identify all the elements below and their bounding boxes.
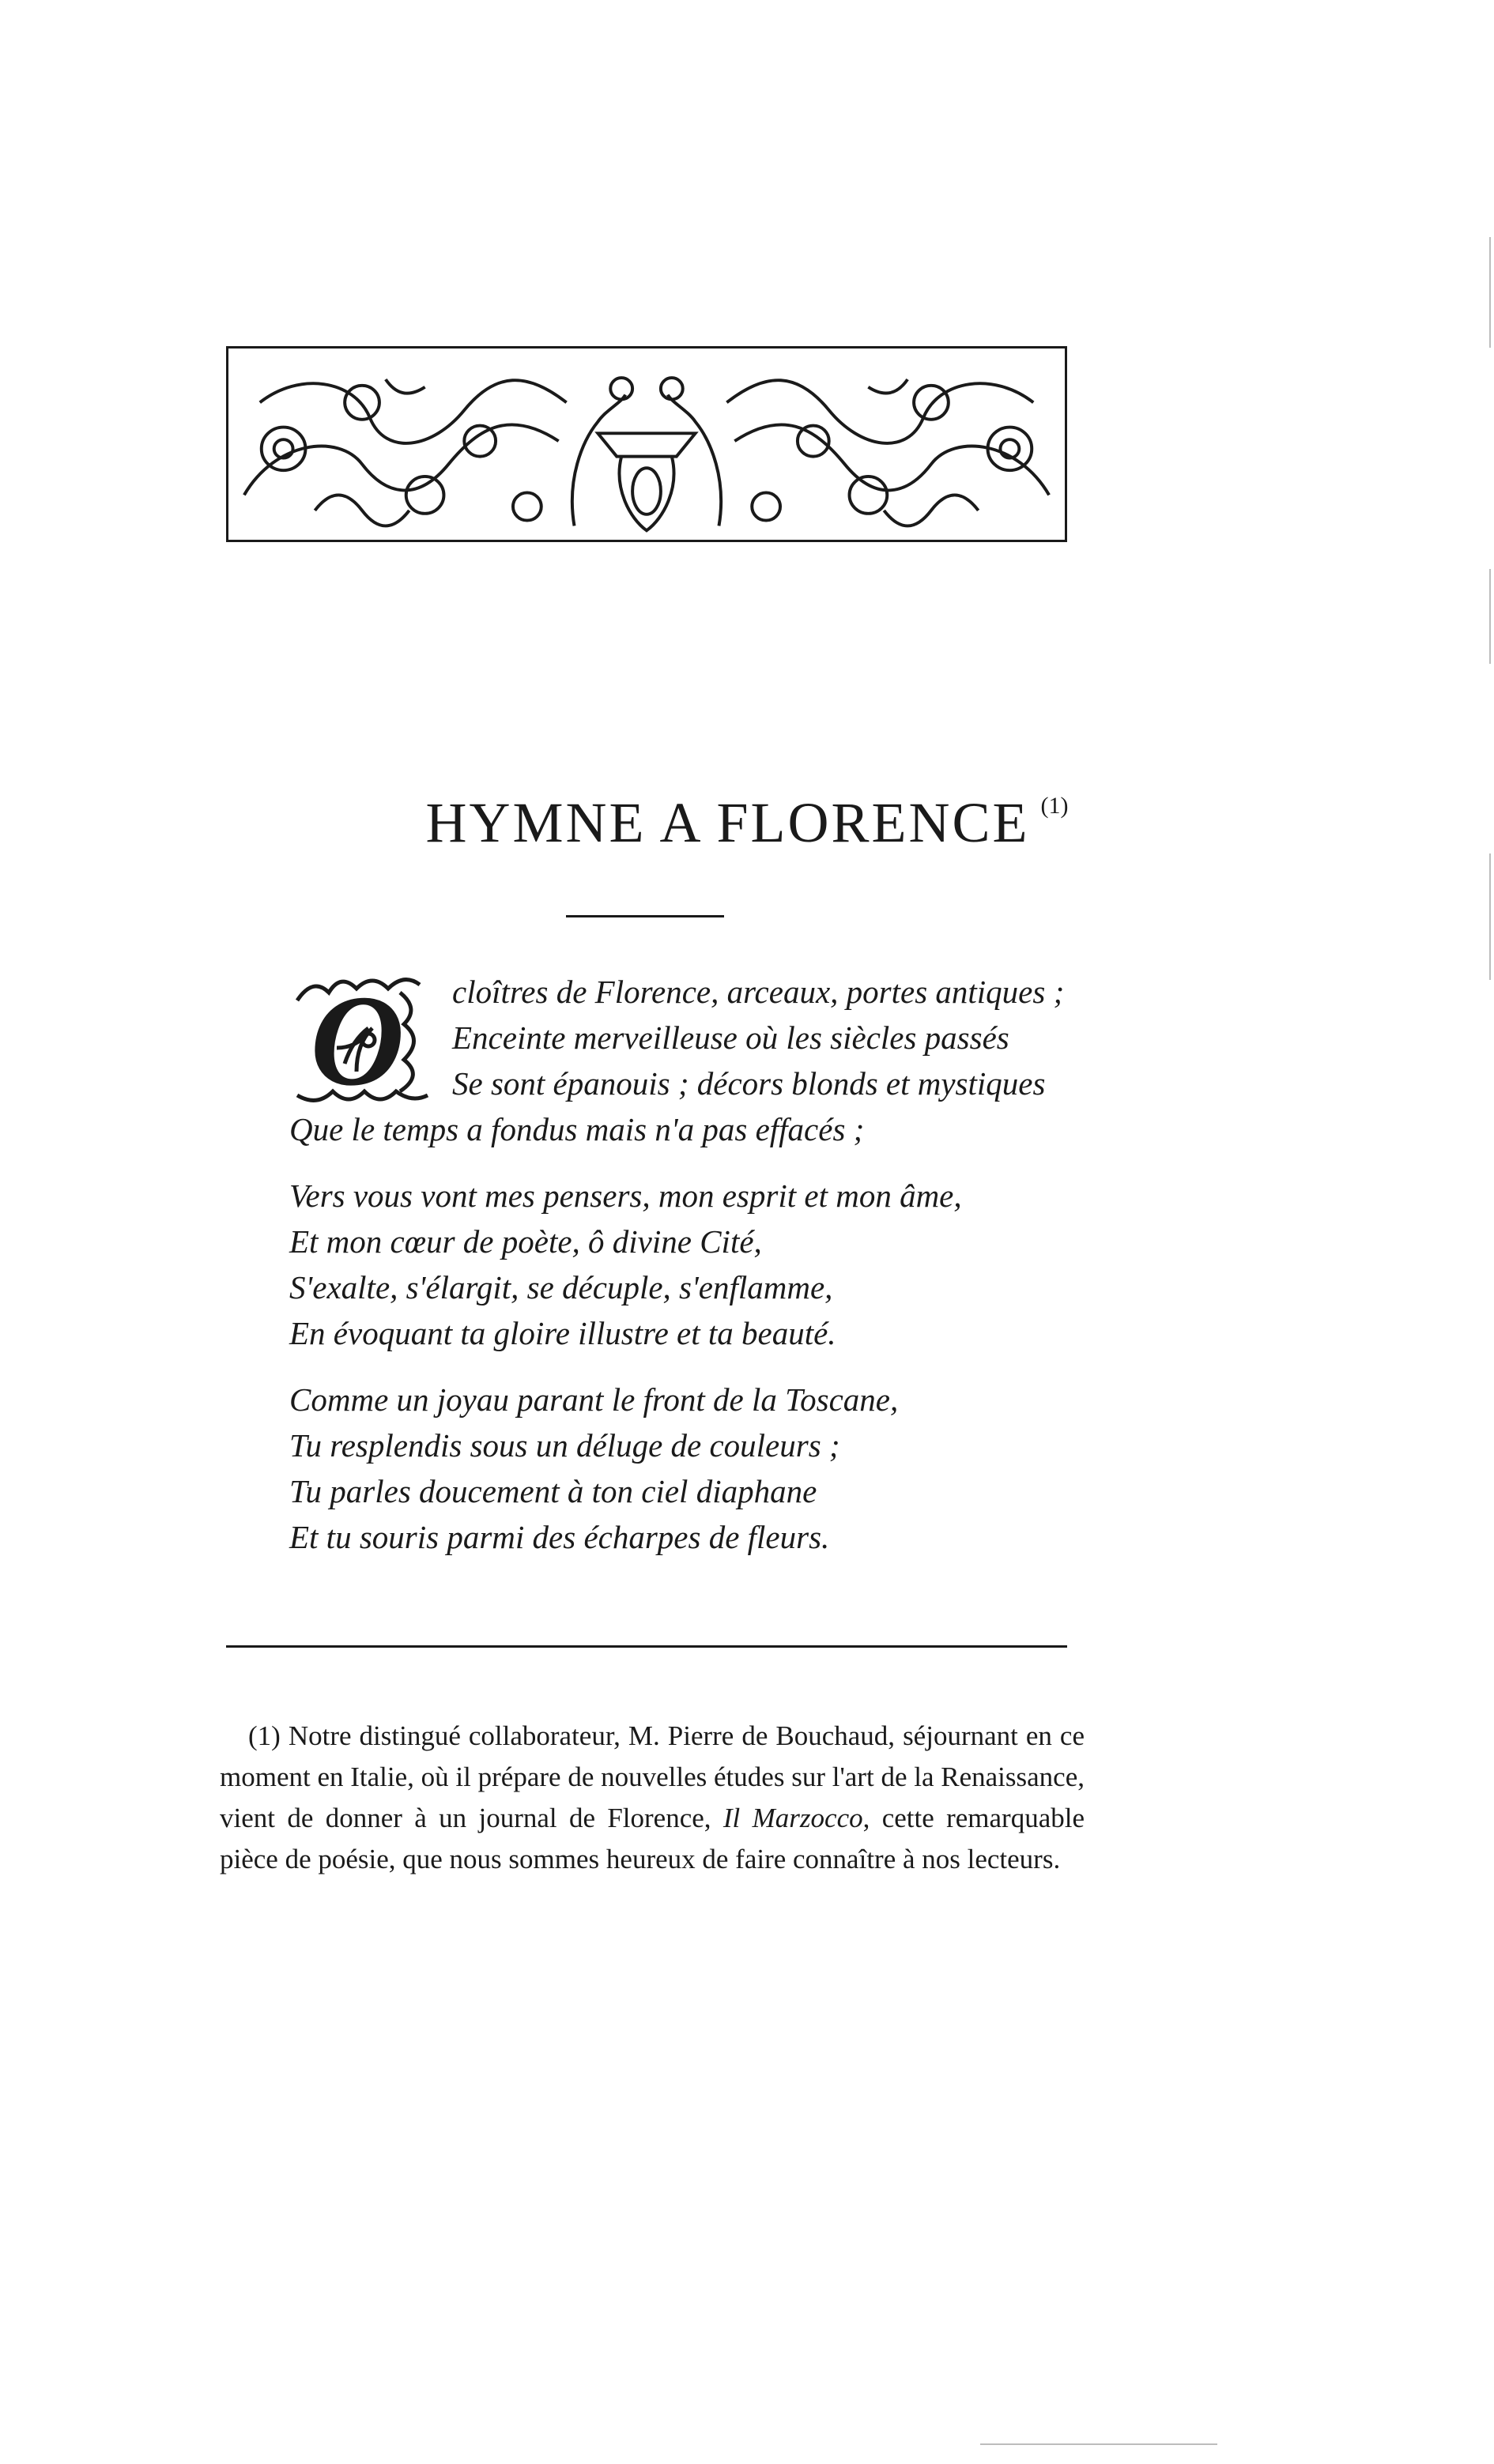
verse-line: Se sont épanouis ; décors blonds et mystiques bbox=[452, 1065, 1046, 1102]
footnote-text: Notre distingué collaborateur, M. Pierre de Bouchaud, séjournant en ce moment en Italie, où il prépare de nouvelles études sur l'art de la Renaissance, vient de donner à un journal de Florence, bbox=[220, 1720, 1085, 1833]
verse-line: Que le temps a fondus mais n'a pas effacés ; bbox=[289, 1111, 865, 1147]
scan-edge-mark bbox=[1489, 569, 1491, 664]
poem-body bbox=[289, 969, 1175, 1581]
scroll-ornament-icon bbox=[228, 349, 1065, 540]
scan-edge-mark bbox=[1489, 853, 1491, 980]
verse-line: Et mon cœur de poète, ô divine Cité, bbox=[289, 1223, 762, 1260]
drop-cap-letter-icon bbox=[289, 969, 432, 1110]
footnote-divider bbox=[226, 1645, 1067, 1648]
verse-line: Comme un joyau parant le front de la Toscane, bbox=[289, 1381, 899, 1418]
title-text: HYMNE A FLORENCE bbox=[425, 791, 1030, 854]
journal-name: Il Marzocco bbox=[722, 1803, 863, 1833]
verse-line: S'exalte, s'élargit, se décuple, s'enflamme, bbox=[289, 1269, 833, 1305]
verse-line: Tu parles doucement à ton ciel diaphane bbox=[289, 1473, 817, 1509]
scan-edge-mark bbox=[1489, 237, 1491, 348]
drop-cap bbox=[289, 969, 432, 1110]
title-footnote-ref: (1) bbox=[1040, 793, 1069, 819]
stanza-3 bbox=[289, 1377, 1175, 1560]
title-divider bbox=[566, 915, 724, 917]
verse-line: Vers vous vont mes pensers, mon esprit et mon âme, bbox=[289, 1177, 962, 1214]
verse-line: Tu resplendis sous un déluge de couleurs ; bbox=[289, 1427, 840, 1464]
verse-line: En évoquant ta gloire illustre et ta beauté. bbox=[289, 1315, 836, 1351]
ornamental-headpiece bbox=[226, 346, 1067, 542]
svg-text:O: O bbox=[310, 969, 405, 1110]
footnote-text-end: , cette remarquable pièce de poésie, que nous sommes heureux de faire connaître à nos lecteurs. bbox=[220, 1803, 1085, 1874]
poem-title bbox=[0, 790, 1494, 856]
footnote-marker: (1) bbox=[248, 1720, 281, 1751]
stanza-2 bbox=[289, 1173, 1175, 1356]
verse-line: cloîtres de Florence, arceaux, portes antiques ; bbox=[452, 974, 1065, 1010]
scan-edge-mark bbox=[980, 2443, 1217, 2445]
verse-line: Enceinte merveilleuse où les siècles passés bbox=[452, 1019, 1009, 1056]
footnote bbox=[220, 1716, 1085, 1880]
verse-line: Et tu souris parmi des écharpes de fleurs. bbox=[289, 1519, 830, 1555]
